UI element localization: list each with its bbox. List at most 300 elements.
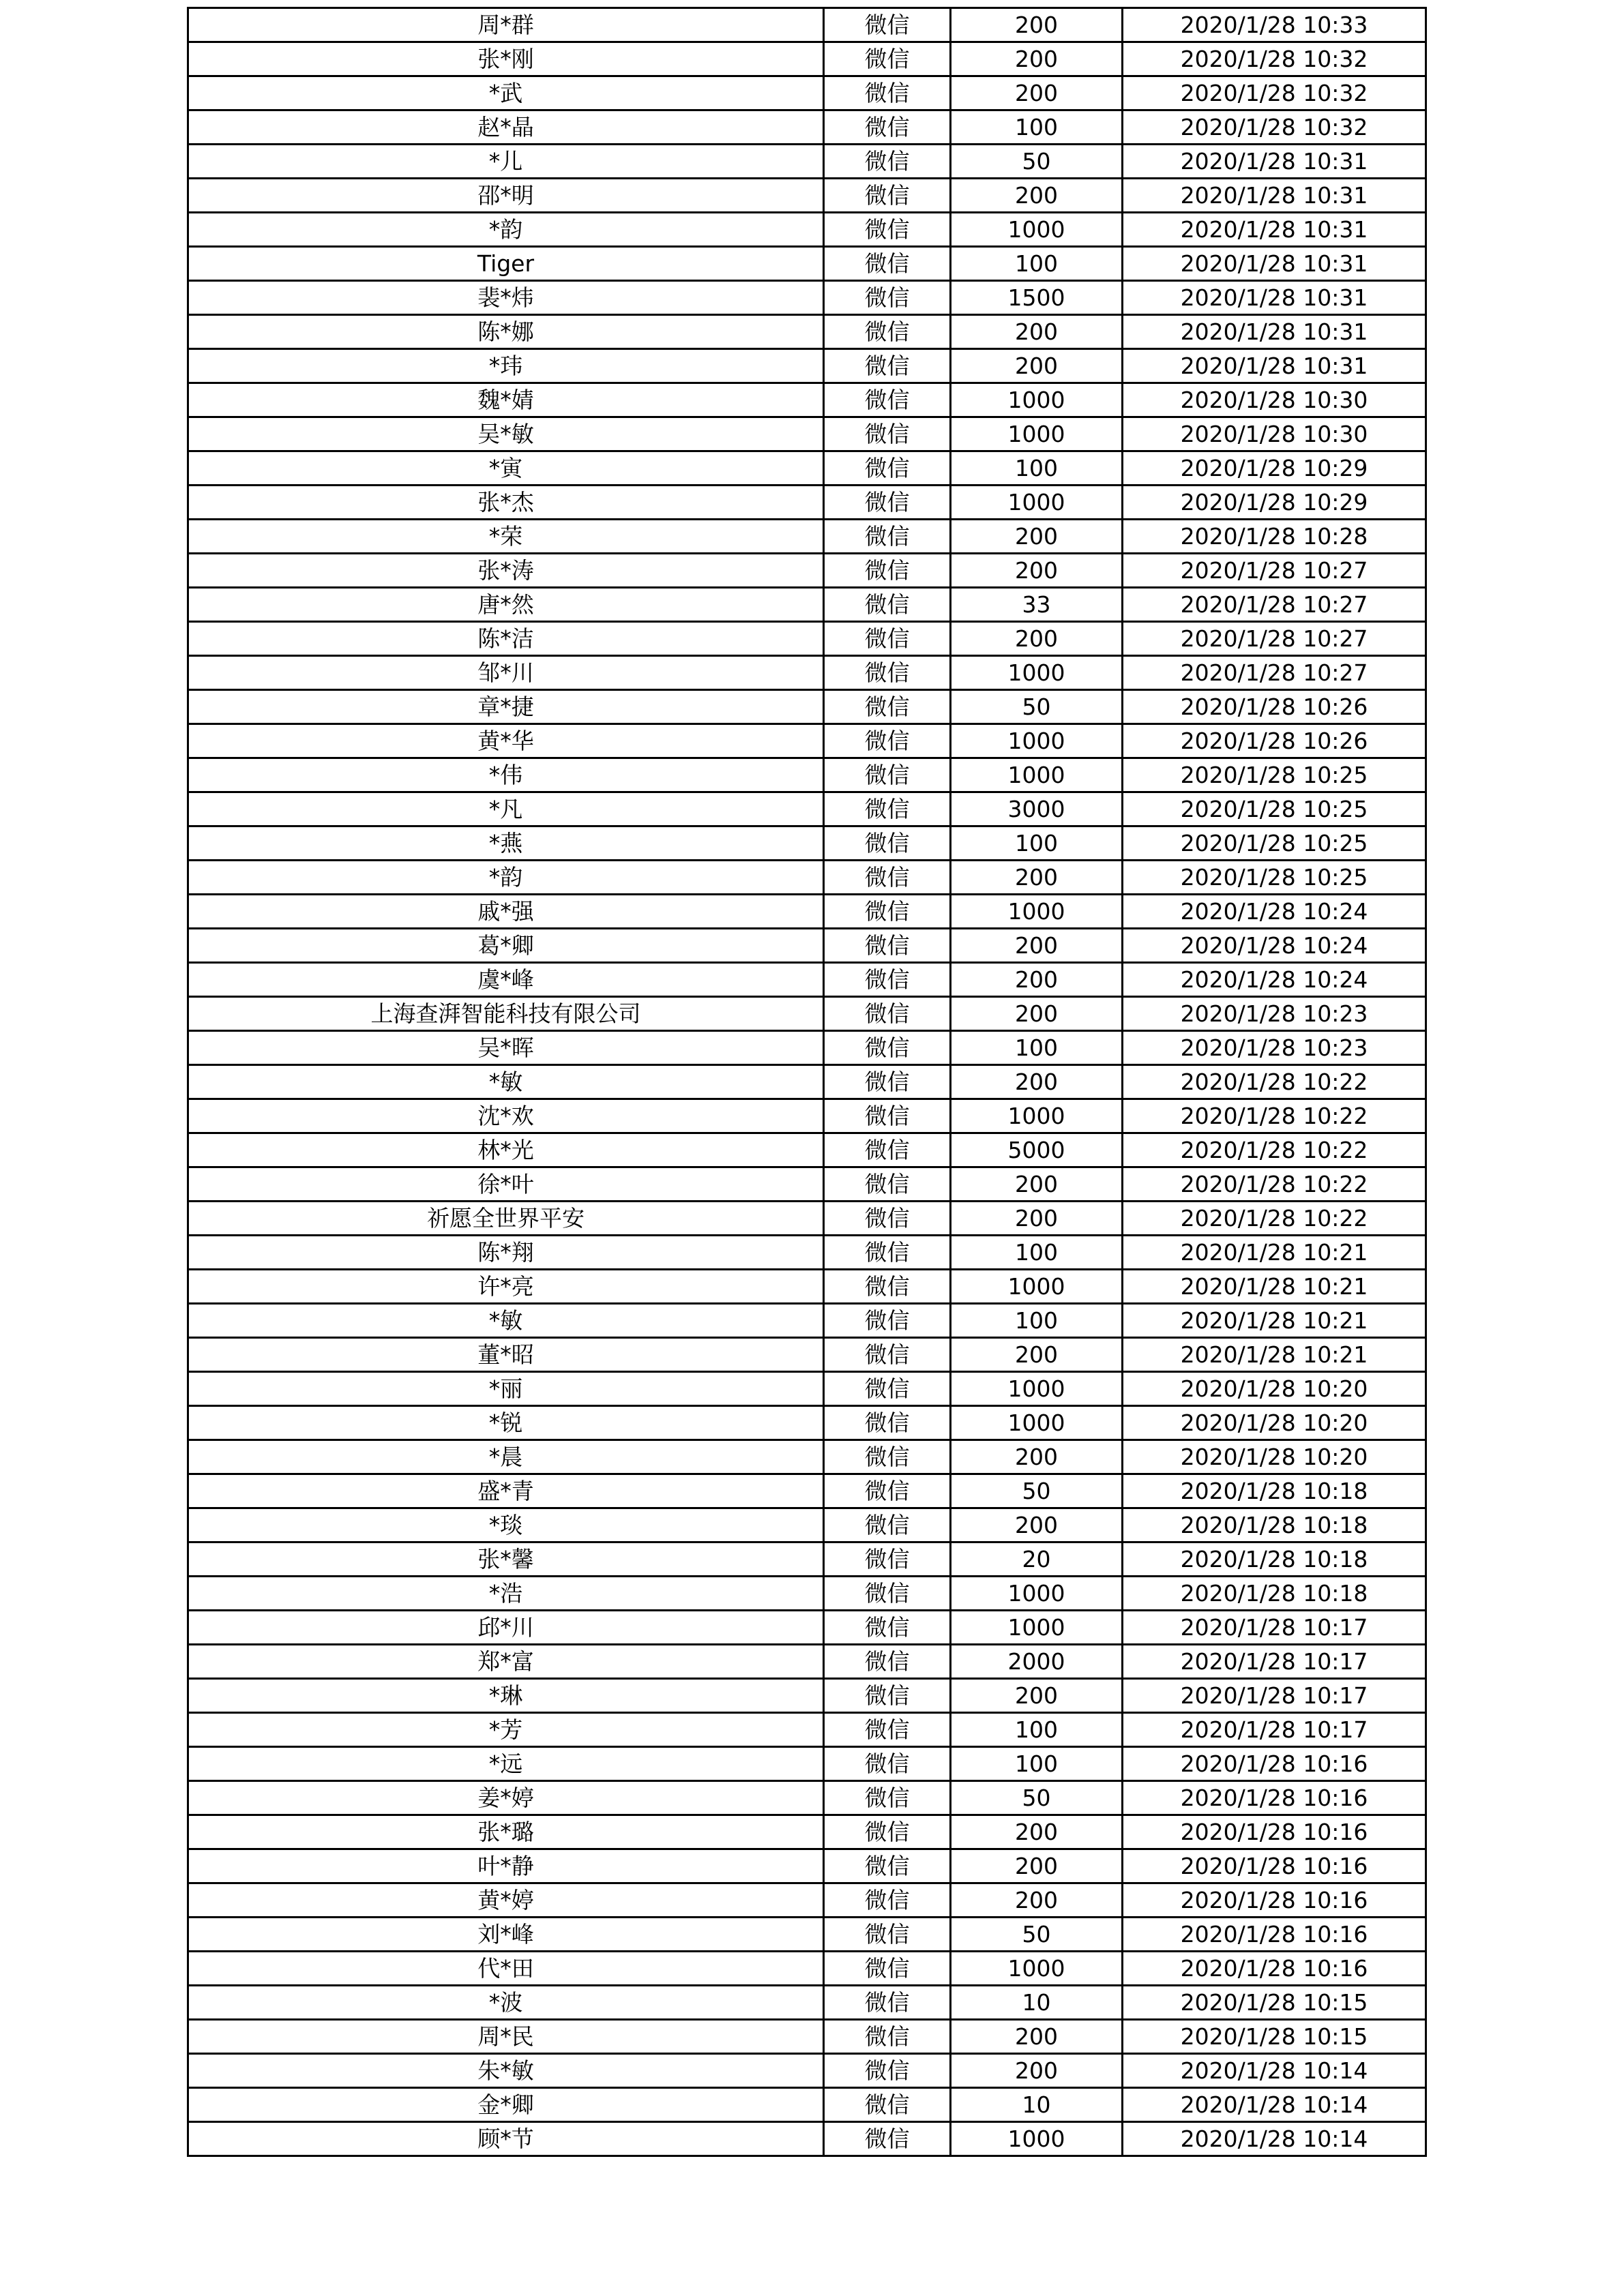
table-row bbox=[188, 1440, 1426, 1474]
timestamp-cell: 2020/1/28 10:17 bbox=[1123, 1713, 1426, 1747]
donor-name-cell: 黄*婷 bbox=[188, 1883, 824, 1918]
table-row bbox=[188, 1542, 1426, 1577]
timestamp-cell: 2020/1/28 10:15 bbox=[1123, 1986, 1426, 2020]
donor-name-cell: *敏 bbox=[188, 1304, 824, 1338]
donor-name-cell: 陈*娜 bbox=[188, 315, 824, 349]
donor-name-cell: 虞*峰 bbox=[188, 963, 824, 997]
table-row bbox=[188, 1338, 1426, 1372]
timestamp-cell: 2020/1/28 10:23 bbox=[1123, 1031, 1426, 1065]
payment-method-cell: 微信 bbox=[824, 929, 951, 963]
donor-name-cell: *韵 bbox=[188, 861, 824, 895]
payment-method-cell: 微信 bbox=[824, 486, 951, 520]
payment-method-cell: 微信 bbox=[824, 1611, 951, 1645]
payment-method-cell: 微信 bbox=[824, 1577, 951, 1611]
payment-method-cell: 微信 bbox=[824, 1270, 951, 1304]
timestamp-cell: 2020/1/28 10:31 bbox=[1123, 213, 1426, 247]
timestamp-cell: 2020/1/28 10:25 bbox=[1123, 861, 1426, 895]
table-row bbox=[188, 1679, 1426, 1713]
table-row bbox=[188, 1167, 1426, 1202]
payment-method-cell: 微信 bbox=[824, 1883, 951, 1918]
donation-table-body bbox=[188, 8, 1426, 2156]
table-row bbox=[188, 792, 1426, 826]
timestamp-cell: 2020/1/28 10:32 bbox=[1123, 110, 1426, 145]
amount-cell: 100 bbox=[951, 110, 1123, 145]
donor-name-cell: 林*光 bbox=[188, 1133, 824, 1167]
donor-name-cell: 朱*敏 bbox=[188, 2054, 824, 2088]
timestamp-cell: 2020/1/28 10:16 bbox=[1123, 1781, 1426, 1815]
table-row bbox=[188, 1849, 1426, 1883]
table-row bbox=[188, 1031, 1426, 1065]
amount-cell: 200 bbox=[951, 1508, 1123, 1542]
table-row bbox=[188, 2020, 1426, 2054]
payment-method-cell: 微信 bbox=[824, 1202, 951, 1236]
amount-cell: 2000 bbox=[951, 1645, 1123, 1679]
payment-method-cell: 微信 bbox=[824, 1508, 951, 1542]
timestamp-cell: 2020/1/28 10:14 bbox=[1123, 2122, 1426, 2156]
payment-method-cell: 微信 bbox=[824, 76, 951, 110]
donor-name-cell: *伟 bbox=[188, 758, 824, 792]
timestamp-cell: 2020/1/28 10:22 bbox=[1123, 1099, 1426, 1133]
amount-cell: 1000 bbox=[951, 486, 1123, 520]
payment-method-cell: 微信 bbox=[824, 8, 951, 42]
table-row bbox=[188, 1406, 1426, 1440]
amount-cell: 1000 bbox=[951, 1099, 1123, 1133]
payment-method-cell: 微信 bbox=[824, 1338, 951, 1372]
timestamp-cell: 2020/1/28 10:26 bbox=[1123, 724, 1426, 758]
table-row bbox=[188, 1202, 1426, 1236]
payment-method-cell: 微信 bbox=[824, 520, 951, 554]
timestamp-cell: 2020/1/28 10:22 bbox=[1123, 1065, 1426, 1099]
donor-name-cell: *晨 bbox=[188, 1440, 824, 1474]
timestamp-cell: 2020/1/28 10:27 bbox=[1123, 656, 1426, 690]
timestamp-cell: 2020/1/28 10:27 bbox=[1123, 554, 1426, 588]
timestamp-cell: 2020/1/28 10:18 bbox=[1123, 1508, 1426, 1542]
timestamp-cell: 2020/1/28 10:22 bbox=[1123, 1167, 1426, 1202]
table-row bbox=[188, 588, 1426, 622]
table-row bbox=[188, 1372, 1426, 1406]
table-row bbox=[188, 451, 1426, 486]
payment-method-cell: 微信 bbox=[824, 1304, 951, 1338]
table-row bbox=[188, 486, 1426, 520]
amount-cell: 200 bbox=[951, 1202, 1123, 1236]
payment-method-cell: 微信 bbox=[824, 963, 951, 997]
table-row bbox=[188, 1986, 1426, 2020]
timestamp-cell: 2020/1/28 10:20 bbox=[1123, 1440, 1426, 1474]
timestamp-cell: 2020/1/28 10:32 bbox=[1123, 76, 1426, 110]
donor-name-cell: *浩 bbox=[188, 1577, 824, 1611]
payment-method-cell: 微信 bbox=[824, 1236, 951, 1270]
amount-cell: 100 bbox=[951, 247, 1123, 281]
donor-name-cell: 周*民 bbox=[188, 2020, 824, 2054]
donor-name-cell: *韵 bbox=[188, 213, 824, 247]
timestamp-cell: 2020/1/28 10:32 bbox=[1123, 42, 1426, 76]
amount-cell: 200 bbox=[951, 963, 1123, 997]
payment-method-cell: 微信 bbox=[824, 1406, 951, 1440]
amount-cell: 50 bbox=[951, 690, 1123, 724]
payment-method-cell: 微信 bbox=[824, 554, 951, 588]
payment-method-cell: 微信 bbox=[824, 826, 951, 861]
donation-table bbox=[187, 7, 1427, 2157]
timestamp-cell: 2020/1/28 10:33 bbox=[1123, 8, 1426, 42]
table-row bbox=[188, 1474, 1426, 1508]
amount-cell: 1000 bbox=[951, 2122, 1123, 2156]
timestamp-cell: 2020/1/28 10:30 bbox=[1123, 417, 1426, 451]
donor-name-cell: *玮 bbox=[188, 349, 824, 383]
donor-name-cell: *芳 bbox=[188, 1713, 824, 1747]
payment-method-cell: 微信 bbox=[824, 349, 951, 383]
table-row bbox=[188, 1645, 1426, 1679]
table-row bbox=[188, 520, 1426, 554]
table-row bbox=[188, 826, 1426, 861]
timestamp-cell: 2020/1/28 10:21 bbox=[1123, 1304, 1426, 1338]
table-row bbox=[188, 1577, 1426, 1611]
table-row bbox=[188, 213, 1426, 247]
payment-method-cell: 微信 bbox=[824, 2054, 951, 2088]
table-row bbox=[188, 690, 1426, 724]
amount-cell: 10 bbox=[951, 2088, 1123, 2122]
payment-method-cell: 微信 bbox=[824, 1986, 951, 2020]
timestamp-cell: 2020/1/28 10:17 bbox=[1123, 1679, 1426, 1713]
timestamp-cell: 2020/1/28 10:20 bbox=[1123, 1406, 1426, 1440]
donor-name-cell: 黄*华 bbox=[188, 724, 824, 758]
donor-name-cell: 章*捷 bbox=[188, 690, 824, 724]
payment-method-cell: 微信 bbox=[824, 758, 951, 792]
amount-cell: 1000 bbox=[951, 1611, 1123, 1645]
donor-name-cell: 赵*晶 bbox=[188, 110, 824, 145]
donor-name-cell: 邱*川 bbox=[188, 1611, 824, 1645]
donor-name-cell: *武 bbox=[188, 76, 824, 110]
payment-method-cell: 微信 bbox=[824, 656, 951, 690]
table-row bbox=[188, 1304, 1426, 1338]
amount-cell: 200 bbox=[951, 554, 1123, 588]
donor-name-cell: *敏 bbox=[188, 1065, 824, 1099]
table-row bbox=[188, 1815, 1426, 1849]
amount-cell: 200 bbox=[951, 1065, 1123, 1099]
table-row bbox=[188, 76, 1426, 110]
timestamp-cell: 2020/1/28 10:17 bbox=[1123, 1645, 1426, 1679]
amount-cell: 200 bbox=[951, 76, 1123, 110]
table-row bbox=[188, 315, 1426, 349]
payment-method-cell: 微信 bbox=[824, 1645, 951, 1679]
amount-cell: 5000 bbox=[951, 1133, 1123, 1167]
timestamp-cell: 2020/1/28 10:22 bbox=[1123, 1202, 1426, 1236]
payment-method-cell: 微信 bbox=[824, 861, 951, 895]
payment-method-cell: 微信 bbox=[824, 997, 951, 1031]
amount-cell: 1000 bbox=[951, 895, 1123, 929]
donor-name-cell: 董*昭 bbox=[188, 1338, 824, 1372]
donor-name-cell: 张*刚 bbox=[188, 42, 824, 76]
payment-method-cell: 微信 bbox=[824, 281, 951, 315]
timestamp-cell: 2020/1/28 10:31 bbox=[1123, 349, 1426, 383]
amount-cell: 1000 bbox=[951, 656, 1123, 690]
table-row bbox=[188, 929, 1426, 963]
timestamp-cell: 2020/1/28 10:21 bbox=[1123, 1338, 1426, 1372]
timestamp-cell: 2020/1/28 10:16 bbox=[1123, 1849, 1426, 1883]
donor-name-cell: 邵*明 bbox=[188, 179, 824, 213]
donor-name-cell: *波 bbox=[188, 1986, 824, 2020]
table-row bbox=[188, 247, 1426, 281]
amount-cell: 100 bbox=[951, 1236, 1123, 1270]
timestamp-cell: 2020/1/28 10:30 bbox=[1123, 383, 1426, 417]
donor-name-cell: 顾*节 bbox=[188, 2122, 824, 2156]
donor-name-cell: 金*卿 bbox=[188, 2088, 824, 2122]
payment-method-cell: 微信 bbox=[824, 1031, 951, 1065]
amount-cell: 1000 bbox=[951, 1577, 1123, 1611]
payment-method-cell: 微信 bbox=[824, 179, 951, 213]
amount-cell: 200 bbox=[951, 929, 1123, 963]
amount-cell: 200 bbox=[951, 622, 1123, 656]
table-row bbox=[188, 349, 1426, 383]
table-row bbox=[188, 1236, 1426, 1270]
donor-name-cell: 裴*炜 bbox=[188, 281, 824, 315]
timestamp-cell: 2020/1/28 10:16 bbox=[1123, 1883, 1426, 1918]
timestamp-cell: 2020/1/28 10:21 bbox=[1123, 1270, 1426, 1304]
amount-cell: 50 bbox=[951, 1918, 1123, 1952]
timestamp-cell: 2020/1/28 10:31 bbox=[1123, 281, 1426, 315]
table-row bbox=[188, 281, 1426, 315]
donor-name-cell: 张*璐 bbox=[188, 1815, 824, 1849]
table-row bbox=[188, 8, 1426, 42]
timestamp-cell: 2020/1/28 10:31 bbox=[1123, 145, 1426, 179]
donor-name-cell: *丽 bbox=[188, 1372, 824, 1406]
amount-cell: 1000 bbox=[951, 1270, 1123, 1304]
donor-name-cell: 徐*叶 bbox=[188, 1167, 824, 1202]
table-row bbox=[188, 895, 1426, 929]
amount-cell: 1000 bbox=[951, 383, 1123, 417]
amount-cell: 100 bbox=[951, 1747, 1123, 1781]
payment-method-cell: 微信 bbox=[824, 588, 951, 622]
donor-name-cell: 陈*洁 bbox=[188, 622, 824, 656]
timestamp-cell: 2020/1/28 10:20 bbox=[1123, 1372, 1426, 1406]
timestamp-cell: 2020/1/28 10:16 bbox=[1123, 1747, 1426, 1781]
timestamp-cell: 2020/1/28 10:18 bbox=[1123, 1577, 1426, 1611]
timestamp-cell: 2020/1/28 10:29 bbox=[1123, 486, 1426, 520]
donor-name-cell: 张*馨 bbox=[188, 1542, 824, 1577]
timestamp-cell: 2020/1/28 10:18 bbox=[1123, 1542, 1426, 1577]
amount-cell: 10 bbox=[951, 1986, 1123, 2020]
amount-cell: 200 bbox=[951, 861, 1123, 895]
donor-name-cell: 姜*婷 bbox=[188, 1781, 824, 1815]
amount-cell: 1000 bbox=[951, 213, 1123, 247]
table-row bbox=[188, 861, 1426, 895]
donor-name-cell: Tiger bbox=[188, 247, 824, 281]
amount-cell: 100 bbox=[951, 1713, 1123, 1747]
amount-cell: 200 bbox=[951, 1167, 1123, 1202]
donor-name-cell: 吴*晖 bbox=[188, 1031, 824, 1065]
payment-method-cell: 微信 bbox=[824, 1849, 951, 1883]
timestamp-cell: 2020/1/28 10:18 bbox=[1123, 1474, 1426, 1508]
payment-method-cell: 微信 bbox=[824, 1815, 951, 1849]
amount-cell: 200 bbox=[951, 997, 1123, 1031]
table-row bbox=[188, 2122, 1426, 2156]
table-row bbox=[188, 1883, 1426, 1918]
payment-method-cell: 微信 bbox=[824, 1133, 951, 1167]
amount-cell: 200 bbox=[951, 1883, 1123, 1918]
donor-name-cell: 代*田 bbox=[188, 1952, 824, 1986]
donor-name-cell: 刘*峰 bbox=[188, 1918, 824, 1952]
table-row bbox=[188, 1611, 1426, 1645]
amount-cell: 100 bbox=[951, 826, 1123, 861]
donor-name-cell: 祈愿全世界平安 bbox=[188, 1202, 824, 1236]
amount-cell: 100 bbox=[951, 1304, 1123, 1338]
amount-cell: 200 bbox=[951, 1815, 1123, 1849]
payment-method-cell: 微信 bbox=[824, 895, 951, 929]
donor-name-cell: *荣 bbox=[188, 520, 824, 554]
amount-cell: 200 bbox=[951, 1679, 1123, 1713]
table-row bbox=[188, 417, 1426, 451]
timestamp-cell: 2020/1/28 10:27 bbox=[1123, 622, 1426, 656]
payment-method-cell: 微信 bbox=[824, 145, 951, 179]
amount-cell: 1500 bbox=[951, 281, 1123, 315]
payment-method-cell: 微信 bbox=[824, 1065, 951, 1099]
donor-name-cell: 邹*川 bbox=[188, 656, 824, 690]
timestamp-cell: 2020/1/28 10:26 bbox=[1123, 690, 1426, 724]
timestamp-cell: 2020/1/28 10:22 bbox=[1123, 1133, 1426, 1167]
timestamp-cell: 2020/1/28 10:24 bbox=[1123, 929, 1426, 963]
payment-method-cell: 微信 bbox=[824, 1474, 951, 1508]
payment-method-cell: 微信 bbox=[824, 1372, 951, 1406]
donor-name-cell: *寅 bbox=[188, 451, 824, 486]
donor-name-cell: 唐*然 bbox=[188, 588, 824, 622]
payment-method-cell: 微信 bbox=[824, 724, 951, 758]
timestamp-cell: 2020/1/28 10:25 bbox=[1123, 758, 1426, 792]
timestamp-cell: 2020/1/28 10:16 bbox=[1123, 1952, 1426, 1986]
table-row bbox=[188, 1065, 1426, 1099]
donor-name-cell: *琰 bbox=[188, 1508, 824, 1542]
table-row bbox=[188, 179, 1426, 213]
donor-name-cell: 张*杰 bbox=[188, 486, 824, 520]
amount-cell: 1000 bbox=[951, 724, 1123, 758]
amount-cell: 100 bbox=[951, 1031, 1123, 1065]
table-row bbox=[188, 383, 1426, 417]
timestamp-cell: 2020/1/28 10:25 bbox=[1123, 792, 1426, 826]
amount-cell: 50 bbox=[951, 145, 1123, 179]
timestamp-cell: 2020/1/28 10:29 bbox=[1123, 451, 1426, 486]
payment-method-cell: 微信 bbox=[824, 1167, 951, 1202]
timestamp-cell: 2020/1/28 10:15 bbox=[1123, 2020, 1426, 2054]
payment-method-cell: 微信 bbox=[824, 1679, 951, 1713]
timestamp-cell: 2020/1/28 10:27 bbox=[1123, 588, 1426, 622]
table-row bbox=[188, 2054, 1426, 2088]
donor-name-cell: 许*亮 bbox=[188, 1270, 824, 1304]
timestamp-cell: 2020/1/28 10:31 bbox=[1123, 179, 1426, 213]
payment-method-cell: 微信 bbox=[824, 110, 951, 145]
timestamp-cell: 2020/1/28 10:31 bbox=[1123, 315, 1426, 349]
timestamp-cell: 2020/1/28 10:21 bbox=[1123, 1236, 1426, 1270]
payment-method-cell: 微信 bbox=[824, 1747, 951, 1781]
table-row bbox=[188, 42, 1426, 76]
amount-cell: 200 bbox=[951, 520, 1123, 554]
table-row bbox=[188, 1270, 1426, 1304]
table-row bbox=[188, 2088, 1426, 2122]
payment-method-cell: 微信 bbox=[824, 690, 951, 724]
amount-cell: 50 bbox=[951, 1474, 1123, 1508]
amount-cell: 200 bbox=[951, 349, 1123, 383]
donor-name-cell: 魏*婧 bbox=[188, 383, 824, 417]
donor-name-cell: 陈*翔 bbox=[188, 1236, 824, 1270]
timestamp-cell: 2020/1/28 10:25 bbox=[1123, 826, 1426, 861]
table-row bbox=[188, 1099, 1426, 1133]
amount-cell: 200 bbox=[951, 2054, 1123, 2088]
donor-name-cell: 盛*青 bbox=[188, 1474, 824, 1508]
amount-cell: 200 bbox=[951, 8, 1123, 42]
table-row bbox=[188, 1508, 1426, 1542]
payment-method-cell: 微信 bbox=[824, 213, 951, 247]
donor-name-cell: 郑*富 bbox=[188, 1645, 824, 1679]
payment-method-cell: 微信 bbox=[824, 247, 951, 281]
payment-method-cell: 微信 bbox=[824, 1781, 951, 1815]
amount-cell: 200 bbox=[951, 315, 1123, 349]
donor-name-cell: 张*涛 bbox=[188, 554, 824, 588]
payment-method-cell: 微信 bbox=[824, 417, 951, 451]
timestamp-cell: 2020/1/28 10:24 bbox=[1123, 895, 1426, 929]
table-row bbox=[188, 622, 1426, 656]
table-row bbox=[188, 1952, 1426, 1986]
payment-method-cell: 微信 bbox=[824, 622, 951, 656]
amount-cell: 20 bbox=[951, 1542, 1123, 1577]
timestamp-cell: 2020/1/28 10:14 bbox=[1123, 2088, 1426, 2122]
amount-cell: 1000 bbox=[951, 1372, 1123, 1406]
payment-method-cell: 微信 bbox=[824, 42, 951, 76]
timestamp-cell: 2020/1/28 10:24 bbox=[1123, 963, 1426, 997]
payment-method-cell: 微信 bbox=[824, 792, 951, 826]
donor-name-cell: *凡 bbox=[188, 792, 824, 826]
table-row bbox=[188, 997, 1426, 1031]
timestamp-cell: 2020/1/28 10:23 bbox=[1123, 997, 1426, 1031]
donor-name-cell: 周*群 bbox=[188, 8, 824, 42]
amount-cell: 33 bbox=[951, 588, 1123, 622]
donor-name-cell: *锐 bbox=[188, 1406, 824, 1440]
donor-name-cell: 叶*静 bbox=[188, 1849, 824, 1883]
timestamp-cell: 2020/1/28 10:17 bbox=[1123, 1611, 1426, 1645]
donor-name-cell: *琳 bbox=[188, 1679, 824, 1713]
table-row bbox=[188, 1918, 1426, 1952]
donor-name-cell: *燕 bbox=[188, 826, 824, 861]
amount-cell: 50 bbox=[951, 1781, 1123, 1815]
payment-method-cell: 微信 bbox=[824, 1952, 951, 1986]
amount-cell: 200 bbox=[951, 1849, 1123, 1883]
donor-name-cell: *儿 bbox=[188, 145, 824, 179]
amount-cell: 100 bbox=[951, 451, 1123, 486]
table-row bbox=[188, 110, 1426, 145]
payment-method-cell: 微信 bbox=[824, 2088, 951, 2122]
amount-cell: 200 bbox=[951, 179, 1123, 213]
timestamp-cell: 2020/1/28 10:16 bbox=[1123, 1918, 1426, 1952]
amount-cell: 3000 bbox=[951, 792, 1123, 826]
donor-name-cell: 吴*敏 bbox=[188, 417, 824, 451]
payment-method-cell: 微信 bbox=[824, 1713, 951, 1747]
amount-cell: 1000 bbox=[951, 1406, 1123, 1440]
donor-name-cell: 戚*强 bbox=[188, 895, 824, 929]
payment-method-cell: 微信 bbox=[824, 451, 951, 486]
payment-method-cell: 微信 bbox=[824, 1542, 951, 1577]
payment-method-cell: 微信 bbox=[824, 1918, 951, 1952]
amount-cell: 1000 bbox=[951, 1952, 1123, 1986]
amount-cell: 1000 bbox=[951, 417, 1123, 451]
amount-cell: 200 bbox=[951, 42, 1123, 76]
table-row bbox=[188, 656, 1426, 690]
table-row bbox=[188, 1713, 1426, 1747]
timestamp-cell: 2020/1/28 10:16 bbox=[1123, 1815, 1426, 1849]
table-row bbox=[188, 145, 1426, 179]
payment-method-cell: 微信 bbox=[824, 2122, 951, 2156]
amount-cell: 1000 bbox=[951, 758, 1123, 792]
payment-method-cell: 微信 bbox=[824, 315, 951, 349]
donor-name-cell: 上海查湃智能科技有限公司 bbox=[188, 997, 824, 1031]
payment-method-cell: 微信 bbox=[824, 2020, 951, 2054]
timestamp-cell: 2020/1/28 10:28 bbox=[1123, 520, 1426, 554]
table-row bbox=[188, 554, 1426, 588]
